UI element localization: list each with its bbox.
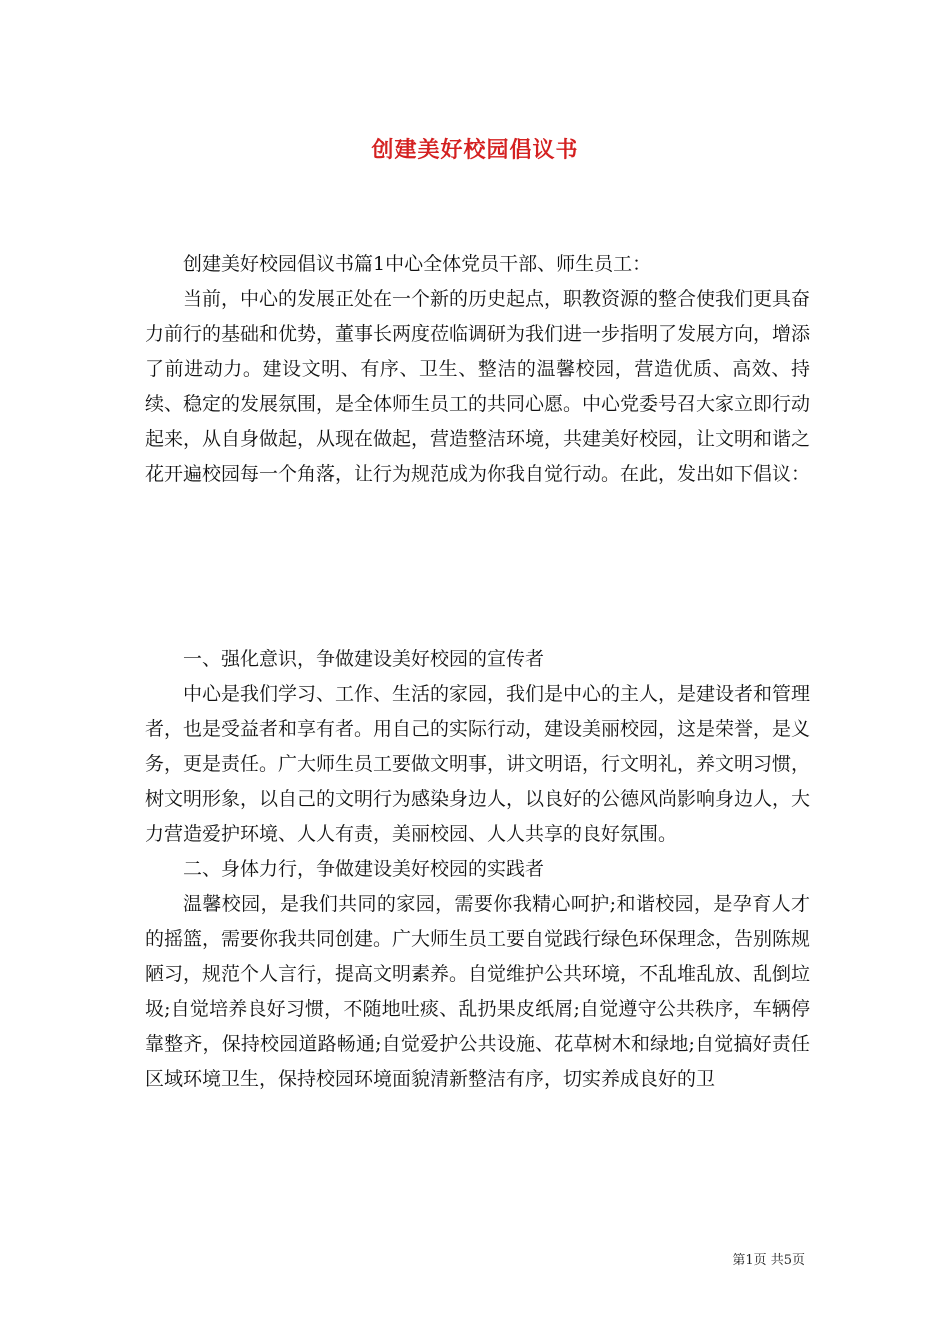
proposal-paragraph-1: 中心是我们学习、工作、生活的家园，我们是中心的主人，是建设者和管理者，也是受益者和享有者。用自己的实际行动，建设美丽校园，这是荣誉，是义务，更是责任。广大师生员工要做文明事，讲文明语，行文明礼，养文明习惯，树文明形象，以自己的文明行为感染身边人，以良好的公德风尚影响身边人，大力营造爱护环境、人人有责，美丽校园、人人共享的良好氛围。 (145, 683, 811, 845)
proposals-section (145, 642, 810, 1097)
proposal-heading-1: 一、强化意识，争做建设美好校园的宣传者 (183, 648, 545, 670)
intro-paragraph: 当前，中心的发展正处在一个新的历史起点，职教资源的整合使我们更具奋力前行的基础和优势，董事长两度莅临调研为我们进一步指明了发展方向，增添了前进动力。建设文明、有序、卫生、整洁的温馨校园，营造优质、高效、持续、稳定的发展氛围，是全体师生员工的共同心愿。中心党委号召大家立即行动起来，从自身做起，从现在做起，营造整洁环境，共建美好校园，让文明和谐之花开遍校园每一个角落，让行为规范成为你我自觉行动。在此，发出如下倡议： (145, 288, 811, 485)
proposal-paragraph-2: 温馨校园，是我们共同的家园，需要你我精心呵护;和谐校园，是孕育人才的摇篮，需要你我共同创建。广大师生员工要自觉践行绿色环保理念，告别陈规陋习，规范个人言行，提高文明素养。自觉维护公共环境，不乱堆乱放、乱倒垃圾;自觉培养良好习惯，不随地吐痰、乱扔果皮纸屑;自觉遵守公共秩序，车辆停靠整齐，保持校园道路畅通;自觉爱护公共设施、花草树木和绿地;自觉搞好责任区域环境卫生，保持校园环境面貌清新整洁有序，切实养成良好的卫 (145, 893, 811, 1090)
page-number: 第1页 共5页 (732, 1253, 805, 1268)
salutation-paragraph: 创建美好校园倡议书篇1中心全体党员干部、师生员工： (183, 253, 652, 275)
intro-section (145, 247, 810, 492)
proposal-heading-2: 二、身体力行，争做建设美好校园的实践者 (183, 858, 545, 880)
document-title: 创建美好校园倡议书 (371, 137, 579, 163)
